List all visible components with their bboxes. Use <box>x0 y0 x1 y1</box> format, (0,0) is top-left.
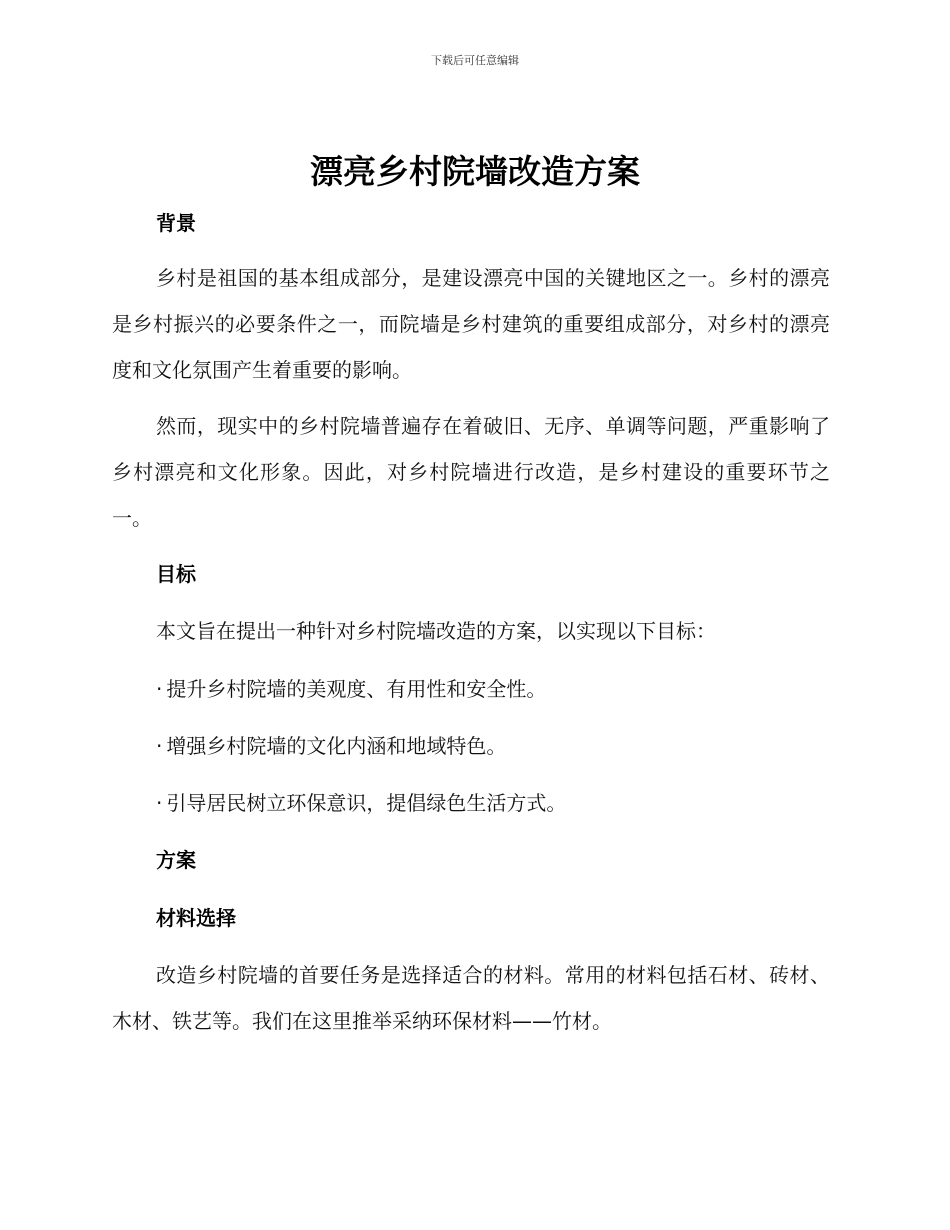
paragraph-material-selection: 改造乡村院墙的首要任务是选择适合的材料。常用的材料包括石材、砖材、木材、铁艺等。我们在这里推举采纳环保材料——竹材。 <box>112 963 830 1033</box>
bullet-mark: · <box>156 791 163 815</box>
goal-item-2 <box>156 731 506 761</box>
heading-plan: 方案 <box>156 848 196 872</box>
paragraph-background-1: 乡村是祖国的基本组成部分，是建设漂亮中国的关键地区之一。乡村的漂亮是乡村振兴的必要条件之一，而院墙是乡村建筑的重要组成部分，对乡村的漂亮度和文化氛围产生着重要的影响。 <box>112 266 830 382</box>
goal-item-3 <box>156 788 566 818</box>
heading-goals: 目标 <box>156 562 196 586</box>
goal-item-text: 引导居民树立环保意识，提倡绿色生活方式。 <box>166 791 567 815</box>
document-title: 漂亮乡村院墙改造方案 <box>310 152 640 191</box>
paragraph-background-2: 然而，现实中的乡村院墙普遍存在着破旧、无序、单调等问题，严重影响了乡村漂亮和文化形象。因此，对乡村院墙进行改造，是乡村建设的重要环节之一。 <box>112 414 830 530</box>
goals-intro: 本文旨在提出一种针对乡村院墙改造的方案，以实现以下目标： <box>156 619 716 643</box>
heading-material-selection: 材料选择 <box>156 906 236 930</box>
heading-background: 背景 <box>156 211 196 235</box>
page-header-note: 下载后可任意编辑 <box>431 54 519 67</box>
goal-item-text: 提升乡村院墙的美观度、有用性和安全性。 <box>166 677 547 701</box>
goal-item-text: 增强乡村院墙的文化内涵和地域特色。 <box>166 734 507 758</box>
bullet-mark: · <box>156 677 163 701</box>
goal-item-1 <box>156 674 546 704</box>
bullet-mark: · <box>156 734 163 758</box>
